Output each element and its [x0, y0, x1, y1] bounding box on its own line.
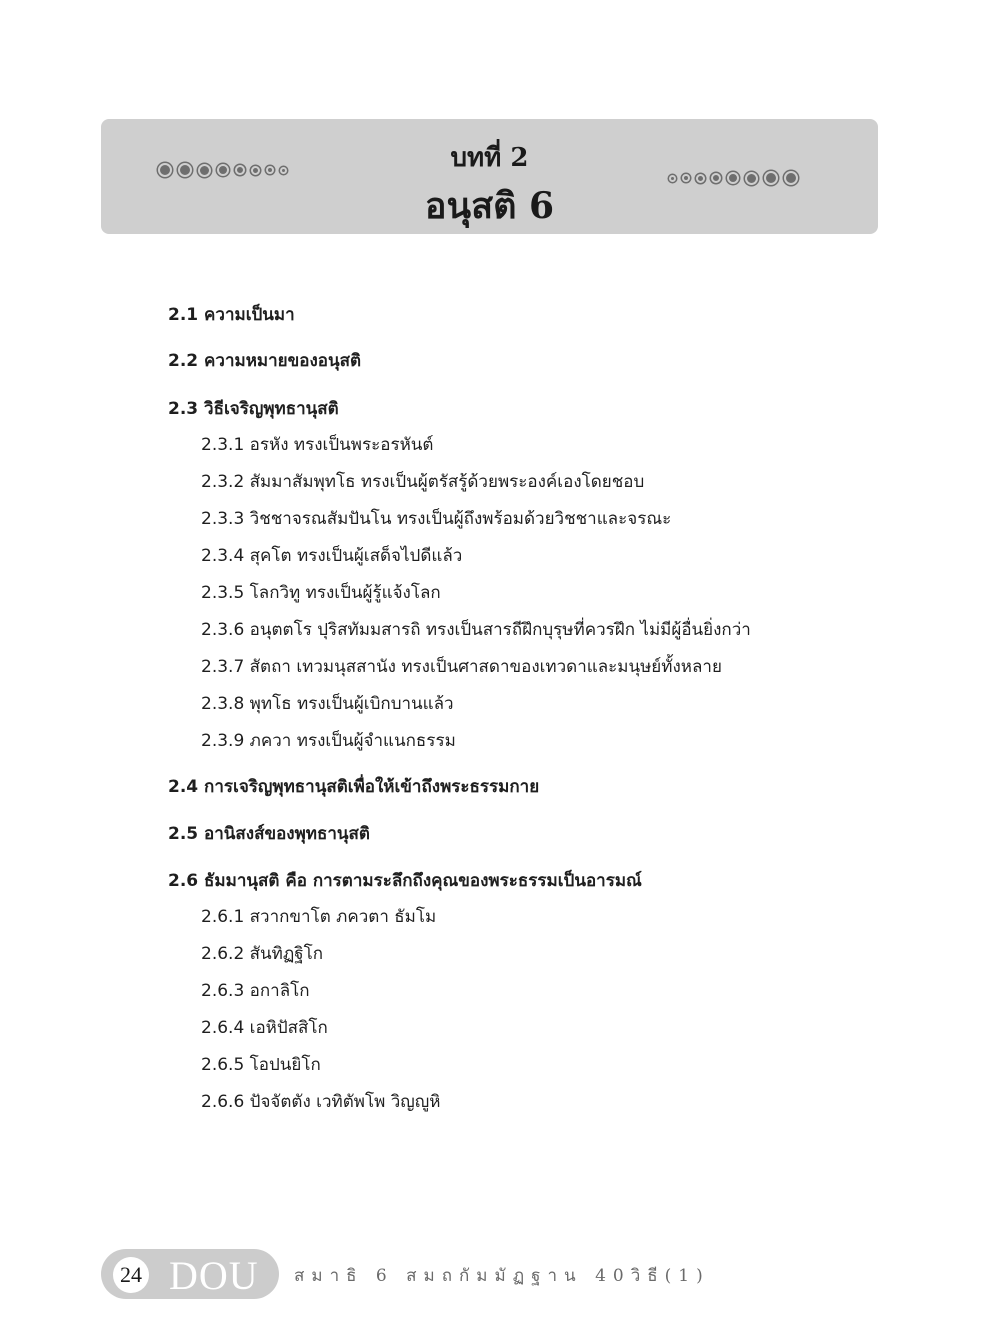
- toc-subsection: 2.3.3 วิชชาจรณสัมปันโน ทรงเป็นผู้ถึงพร้อมด้วยวิชชาและจรณะ: [201, 509, 672, 529]
- dou-logo: DOU: [169, 1253, 259, 1298]
- toc-subsection: 2.3.2 สัมมาสัมพุทโธ ทรงเป็นผู้ตรัสรู้ด้วยพระองค์เองโดยชอบ: [201, 472, 645, 492]
- toc-subsection: 2.3.1 อรหัง ทรงเป็นพระอรหันต์: [201, 435, 434, 455]
- toc-subsection: 2.6.3 อกาลิโก: [201, 981, 310, 1001]
- chapter-label: บทที่ 2: [450, 143, 529, 173]
- chapter-title: อนุสติ 6: [424, 185, 555, 227]
- toc-section: 2.1 ความเป็นมา: [168, 305, 295, 325]
- page-number: 24: [113, 1257, 149, 1293]
- toc-subsection: 2.6.6 ปัจจัตตัง เวทิตัพโพ วิญญูหิ: [201, 1092, 441, 1112]
- toc-section: 2.3 วิธีเจริญพุทธานุสติ: [168, 399, 339, 419]
- toc-subsection: 2.3.5 โลกวิทู ทรงเป็นผู้รู้แจ้งโลก: [201, 583, 441, 603]
- running-title: สมาธิ 6 สมถกัมมัฏฐาน 40วิธี(1): [294, 1266, 710, 1286]
- toc-section: 2.4 การเจริญพุทธานุสติเพื่อให้เข้าถึงพระธรรมกาย: [168, 777, 540, 797]
- toc-section: 2.2 ความหมายของอนุสติ: [168, 351, 362, 371]
- toc-subsection: 2.3.9 ภควา ทรงเป็นผู้จำแนกธรรม: [201, 731, 456, 751]
- toc-subsection: 2.3.7 สัตถา เทวมนุสสานัง ทรงเป็นศาสดาของเทวดาและมนุษย์ทั้งหลาย: [201, 657, 722, 677]
- toc-subsection: 2.3.6 อนุตตโร ปุริสทัมมสารถิ ทรงเป็นสารถีฝึกบุรุษที่ควรฝึก ไม่มีผู้อื่นยิ่งกว่า: [201, 620, 751, 640]
- toc-section: 2.6 ธัมมานุสติ คือ การตามระลึกถึงคุณของพระธรรมเป็นอารมณ์: [168, 871, 642, 891]
- toc-subsection: 2.6.4 เอหิปัสสิโก: [201, 1018, 328, 1038]
- toc-section: 2.5 อานิสงส์ของพุทธานุสติ: [168, 824, 370, 844]
- toc-subsection: 2.3.4 สุคโต ทรงเป็นผู้เสด็จไปดีแล้ว: [201, 546, 463, 566]
- toc-subsection: 2.6.2 สันทิฏฐิโก: [201, 944, 324, 964]
- footer-badge: [101, 1249, 279, 1299]
- toc-subsection: 2.6.5 โอปนยิโก: [201, 1055, 321, 1075]
- toc-subsection: 2.3.8 พุทโธ ทรงเป็นผู้เบิกบานแล้ว: [201, 694, 454, 714]
- toc-subsection: 2.6.1 สวากขาโต ภควตา ธัมโม: [201, 907, 437, 927]
